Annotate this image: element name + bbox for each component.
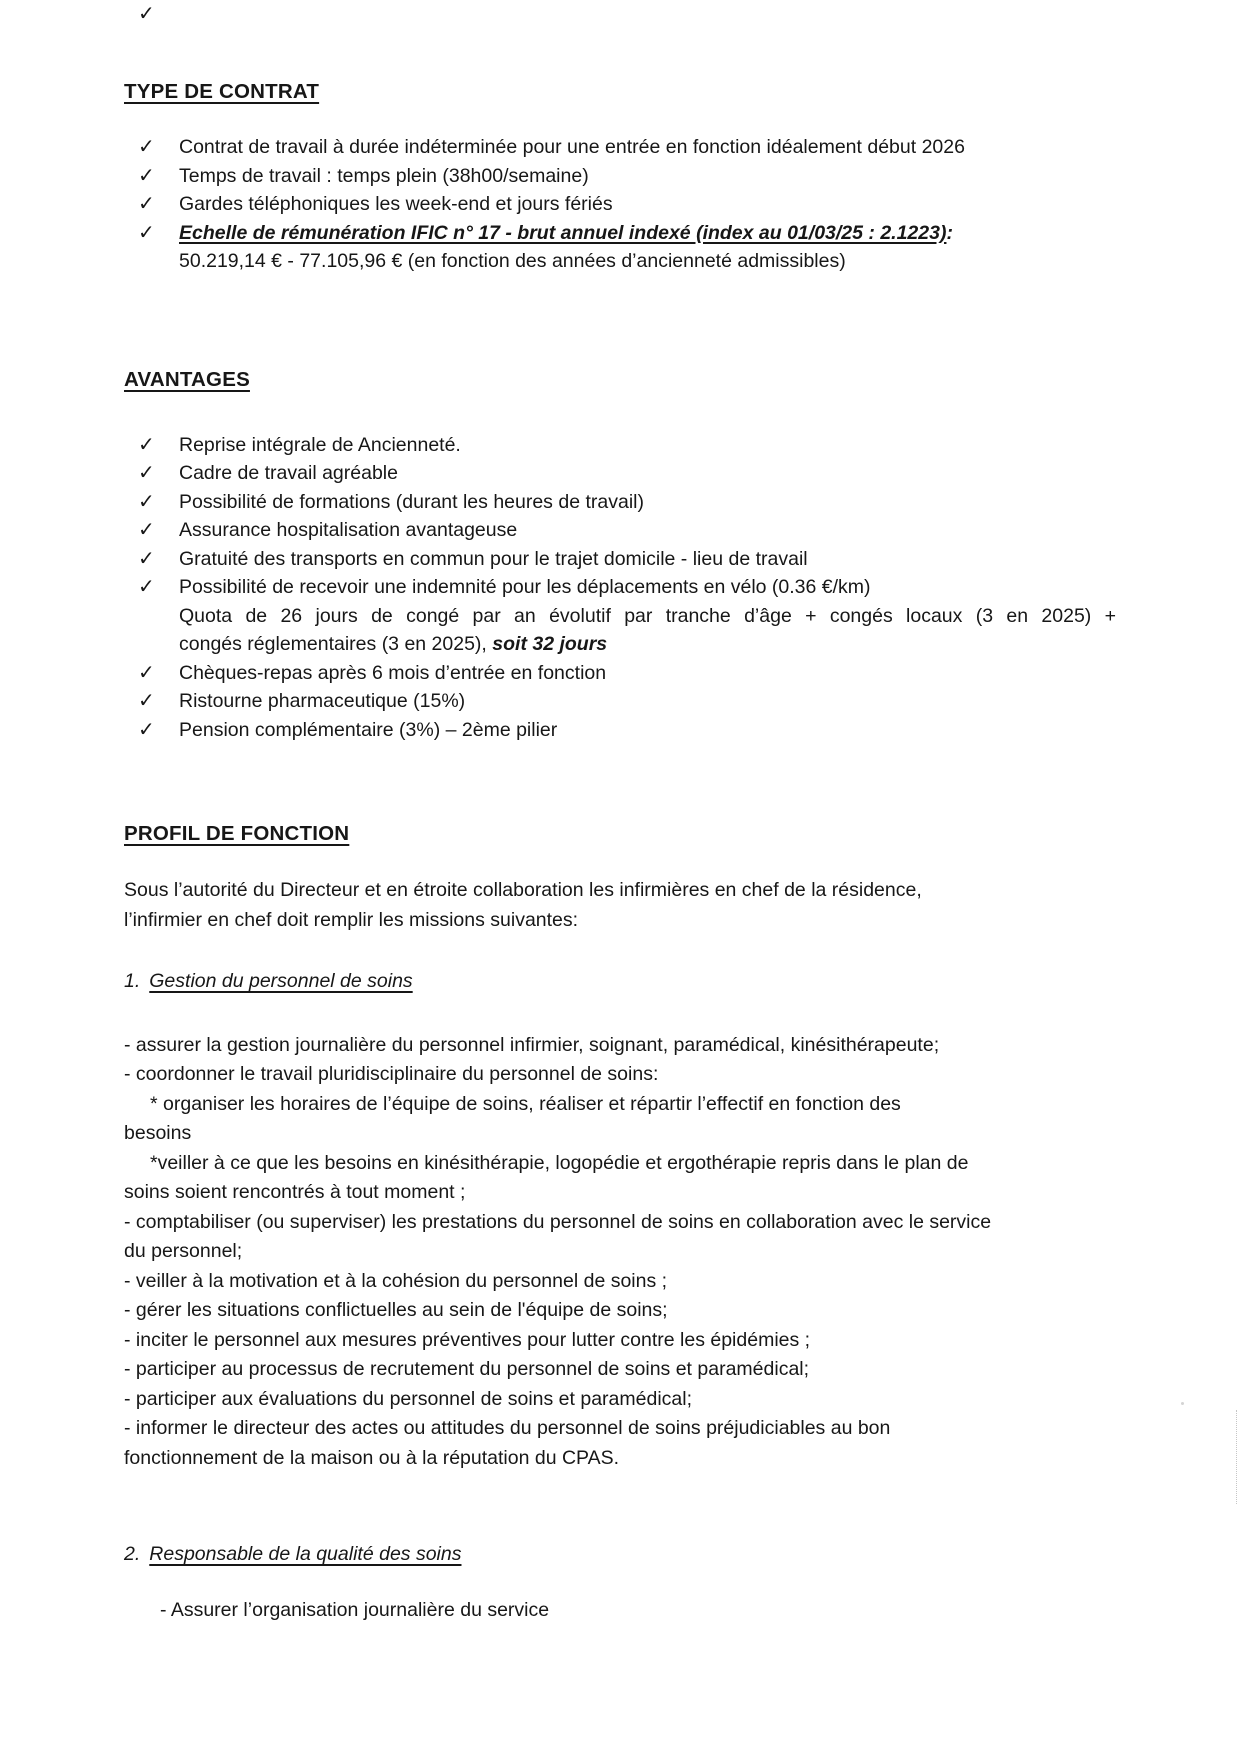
list-item-text: Ristourne pharmaceutique (15%) <box>179 690 466 712</box>
checkmark-icon: ✓ <box>138 221 155 244</box>
body-line: * organiser les horaires de l’équipe de soins, réaliser et répartir l’effectif en fonction des <box>150 1092 901 1115</box>
subsection-2-number: 2. <box>124 1543 141 1565</box>
contract-section-heading: TYPE DE CONTRAT <box>124 80 320 103</box>
scan-artifact-dotted-line <box>1236 1410 1237 1504</box>
checkmark-icon: ✓ <box>138 690 155 712</box>
intro-line: Sous l’autorité du Directeur et en étroite collaboration les infirmières en chef de la résidence, <box>124 879 922 901</box>
list-item-text: Contrat de travail à durée indéterminée pour une entrée en fonction idéalement début 2026 <box>179 136 965 158</box>
list-item <box>124 573 1116 602</box>
body-line: - inciter le personnel aux mesures préventives pour lutter contre les épidémies ; <box>124 1328 811 1351</box>
salary-scale-emphasis: Echelle de rémunération IFIC n° 17 - brut annuel indexé (index au 01/03/25 : 2.1223) <box>179 221 947 244</box>
list-item-text: Assurance hospitalisation avantageuse <box>179 519 518 541</box>
checkmark-icon: ✓ <box>138 490 155 513</box>
list-item <box>124 459 1116 488</box>
body-line: - comptabiliser (ou superviser) les prestations du personnel de soins en collaboration avec le service <box>124 1210 992 1233</box>
salary-range: 50.219,14 € - 77.105,96 € (en fonction des années d’ancienneté admissibles) <box>179 250 846 272</box>
checkmark-icon: ✓ <box>138 136 155 158</box>
subsection-1-title-text: Gestion du personnel de soins <box>149 970 413 992</box>
list-item-text: Cadre de travail agréable <box>179 462 398 484</box>
list-item-text: Chèques-repas après 6 mois d’entrée en fonction <box>179 661 607 684</box>
list-item-text: Temps de travail : temps plein (38h00/semaine) <box>179 164 589 187</box>
body-line: du personnel; <box>124 1240 243 1262</box>
document-content <box>124 0 1116 1625</box>
list-item <box>124 133 1116 162</box>
checkmark-icon: ✓ <box>138 547 155 570</box>
checkmark-icon: ✓ <box>138 576 155 598</box>
checkmark-icon: ✓ <box>138 3 155 25</box>
avantages-section-heading: AVANTAGES <box>124 367 250 391</box>
body-line: fonctionnement de la maison ou à la réputation du CPAS. <box>124 1446 620 1469</box>
quota-line-2: congés réglementaires (3 en 2025), soit 32 jours <box>179 633 608 655</box>
list-item-text: Gardes téléphoniques les week-end et jours fériés <box>179 193 613 215</box>
list-item <box>124 516 1116 545</box>
checkmark-icon: ✓ <box>138 462 155 484</box>
subsection-2-title <box>124 1540 1116 1570</box>
list-item-text: Possibilité de recevoir une indemnité pour les déplacements en vélo (0.36 €/km) <box>179 576 871 598</box>
body-line: - assurer la gestion journalière du personnel infirmier, soignant, paramédical, kinésithérapeute; <box>124 1033 940 1056</box>
subsection-1-title <box>124 967 1116 997</box>
checkmark-icon: ✓ <box>138 193 155 215</box>
body-line: *veiller à ce que les besoins en kinésithérapie, logopédie et ergothérapie repris dans le plan de <box>150 1151 969 1174</box>
list-item <box>124 162 1116 191</box>
body-line: - gérer les situations conflictuelles au sein de l'équipe de soins; <box>124 1299 668 1321</box>
list-item-text: Pension complémentaire (3%) – 2ème pilier <box>179 718 558 741</box>
salary-scale-colon: : <box>946 221 953 244</box>
contract-list <box>124 133 1116 276</box>
list-item-text: Reprise intégrale de Ancienneté. <box>179 433 461 456</box>
subsection-1-number: 1. <box>124 970 141 992</box>
body-line: soins soient rencontrés à tout moment ; <box>124 1181 466 1203</box>
list-item <box>124 431 1116 460</box>
list-item <box>124 659 1116 688</box>
body-line: - informer le directeur des actes ou attitudes du personnel de soins préjudiciables au bon <box>124 1417 891 1439</box>
list-item <box>124 545 1116 574</box>
checkmark-icon: ✓ <box>138 164 155 187</box>
subsection-2-item: - Assurer l’organisation journalière du service <box>160 1598 550 1621</box>
list-item <box>124 687 1116 716</box>
list-item <box>124 716 1116 745</box>
checkmark-icon: ✓ <box>138 661 155 684</box>
scan-artifact-dot <box>1181 1402 1184 1405</box>
list-item-text: Possibilité de formations (durant les heures de travail) <box>179 490 644 513</box>
list-item-text: Gratuité des transports en commun pour le trajet domicile - lieu de travail <box>179 547 808 570</box>
quota-total-emphasis: soit 32 jours <box>492 633 608 655</box>
body-line: - participer au processus de recrutement du personnel de soins et paramédical; <box>124 1358 810 1380</box>
body-line: besoins <box>124 1122 192 1144</box>
list-item <box>124 488 1116 517</box>
checkmark-icon: ✓ <box>138 433 155 456</box>
body-line: - participer aux évaluations du personnel de soins et paramédical; <box>124 1387 692 1410</box>
body-line: - veiller à la motivation et à la cohésion du personnel de soins ; <box>124 1269 668 1292</box>
body-line: - coordonner le travail pluridisciplinaire du personnel de soins: <box>124 1063 659 1085</box>
checkmark-icon: ✓ <box>138 718 155 741</box>
subsection-2-title-text: Responsable de la qualité des soins <box>149 1543 462 1565</box>
list-item-salary <box>124 219 1116 248</box>
quota-line-1: Quota de 26 jours de congé par an évolutif par tranche d’âge + congés locaux (3 en 2025) + <box>179 604 1116 627</box>
subsection-1-body <box>124 1031 1116 1474</box>
list-item <box>124 190 1116 219</box>
profil-section-heading: PROFIL DE FONCTION <box>124 822 350 845</box>
checkmark-icon: ✓ <box>138 519 155 541</box>
intro-line: l’infirmier en chef doit remplir les missions suivantes: <box>124 908 579 931</box>
profil-intro <box>124 876 1116 935</box>
